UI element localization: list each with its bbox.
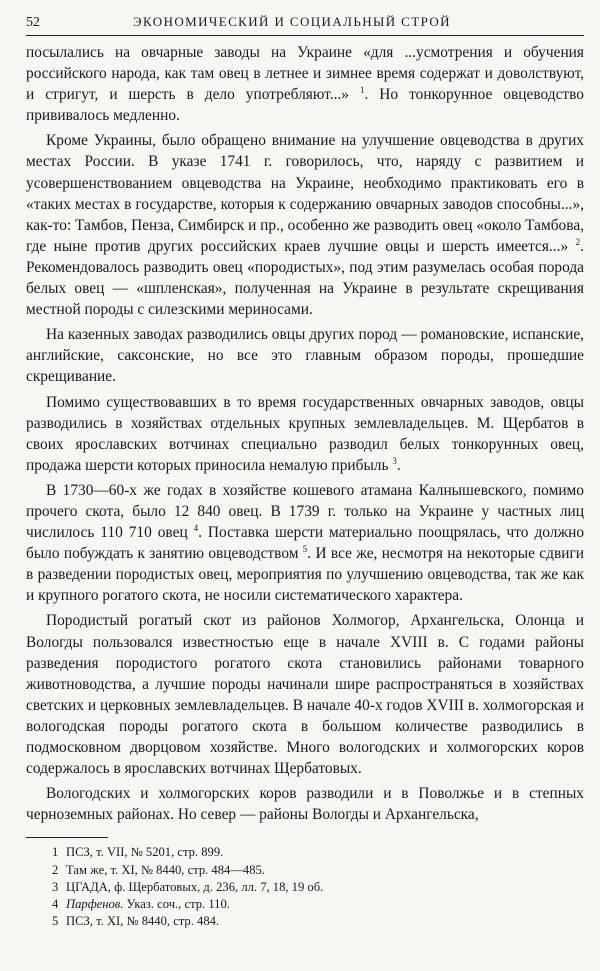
footnote-author: Парфенов. bbox=[66, 896, 124, 911]
footnote-ref[interactable]: 4 bbox=[193, 522, 199, 533]
footnote-ref[interactable]: 3 bbox=[392, 455, 397, 466]
footnote: 3 ЦГАДА, ф. Щербатовых, д. 236, лл. 7, 18, 19 об. bbox=[52, 879, 324, 894]
footnote-divider bbox=[26, 837, 108, 838]
paragraph: Породистый рогатый скот из районов Холмогор, Архангельска, Олонца и Вологды пользовался известностью еще в начале XVIII в. С годами районы разведения породистого рогатого скота становились районами товарного животноводства, а лучшие породы начинали шире распространяться в хозяйствах светских и церковных землевладельцев. В начале 40-х годов XVIII в. холмогорская и вологодская породы рогатого скота в большом количестве разводились в подмосковном дворцовом хозяйстве. Много вологодских и холмогорских коров содержалось в ярославских вотчинах Щербатовых. bbox=[26, 612, 584, 778]
body-text bbox=[26, 42, 584, 825]
paragraph: Помимо существовавших в то время государственных овчарных заводов, овцы разводились в хозяйствах отдельных крупных землевладельцев. М. Щербатов в своих ярославских вотчинах специально разводил белых тонкорунных овец, продажа шерсти которых приносила немалую прибыль $^3$. bbox=[26, 393, 584, 474]
paragraph: Кроме Украины, было обращено внимание на улучшение овцеводства в других местах России. В указе 1741 г. говорилось, что, наряду с развитием и усовершенствованием овцеводства на Украине, необходимо практиковать его в «таких местах в государстве, которыя к содержанию овчарных заводов способны...», как-то: Тамбов, Пенза, Симбирск и пр., особенно же разводить овец «около Тамбова, где ныне против других российских краев лучшие овцы и шерсть имеется...» $^2$. Рекомендовалось разводить овец «породистых», под этим разумелась особая порода белых овец — «шпленская», полученная на Украине в результате скрещивания местной породы с силезскими мериносами. bbox=[26, 132, 584, 319]
running-header bbox=[26, 14, 584, 36]
footnote-ref[interactable]: 2 bbox=[575, 236, 581, 247]
page-number: 52 bbox=[26, 15, 40, 30]
footnote: 4 Парфенов. Указ. соч., стр. 110. bbox=[52, 896, 230, 911]
running-title: ЭКОНОМИЧЕСКИЙ И СОЦИАЛЬНЫЙ СТРОЙ bbox=[133, 14, 451, 29]
footnote: 2 Там же, т. XI, № 8440, стр. 484—485. bbox=[52, 862, 265, 877]
footnote-ref[interactable]: 1 bbox=[359, 85, 365, 96]
paragraph: В 1730—60-х же годах в хозяйстве кошевого атамана Калнышевского, помимо прочего скота, было 12 840 овец. В 1739 г. только на Украине у частных лиц числилось 110 710 овец $^4$. Поставка шерсти материально поощрялась, что должно было побуждать к занятию овцеводством $^5$. И все же, несмотря на некоторые сдвиги в разведении породистых овец, мероприятия по улучшению овцеводства, так же как и крупного рогатого скота, не носили систематического характера. bbox=[26, 481, 585, 605]
paragraph: На казенных заводах разводились овцы других пород — романовские, испанские, английские, саксонские, но все это главным образом породы, прошедшие скрещивание. bbox=[26, 326, 584, 386]
paragraph: Вологодских и холмогорских коров разводили и в Поволжье и в степных черноземных районах. Но север — районы Вологды и Архангельска, bbox=[26, 785, 584, 824]
page bbox=[26, 14, 584, 930]
footnotes bbox=[26, 844, 584, 930]
footnote-ref[interactable]: 5 bbox=[302, 544, 308, 555]
paragraph: посылались на овчарные заводы на Украине «для ...усмотрения и обучения российского народа, как там овец в летнее и зимнее время содержат и доволствуют, и стригут, и шерсть в дело употребляют...» $^1$. Но тонкорунное овцеводство прививалось медленно. bbox=[26, 44, 584, 125]
footnote: 5 ПСЗ, т. XI, № 8440, стр. 484. bbox=[52, 914, 220, 929]
footnote: 1 ПСЗ, т. VII, № 5201, стр. 899. bbox=[52, 845, 224, 860]
